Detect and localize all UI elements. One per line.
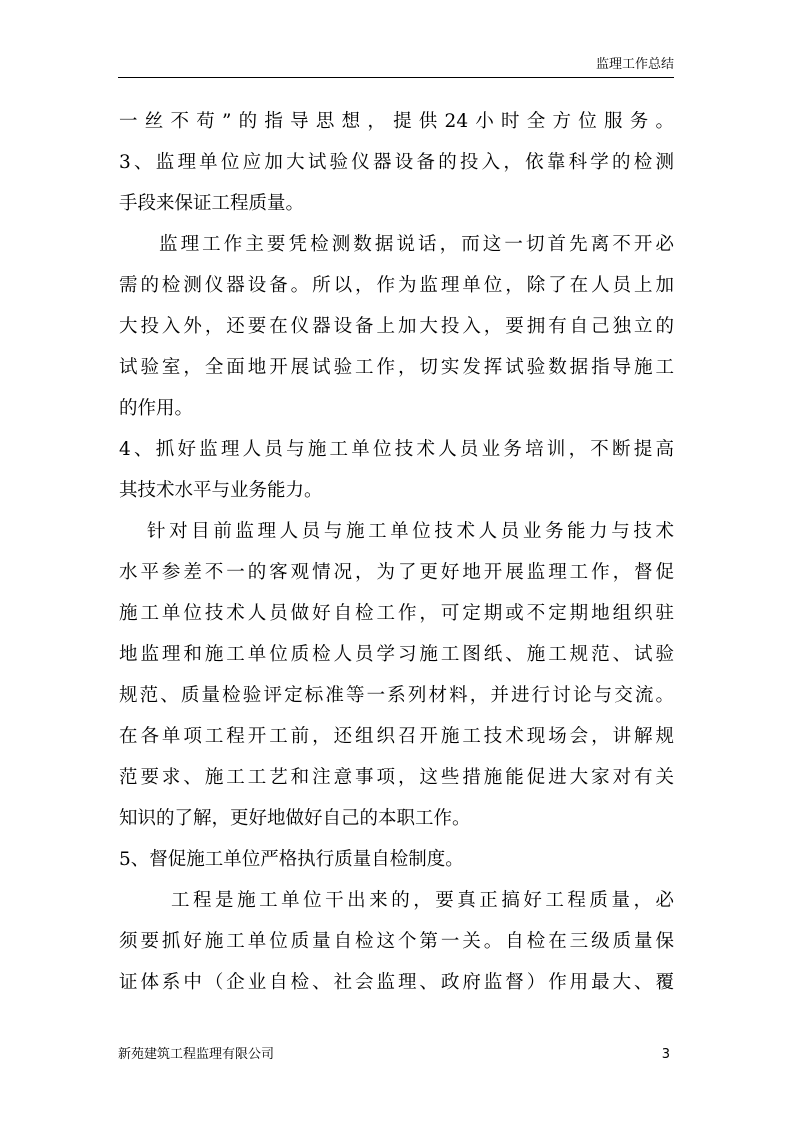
body-line: 一丝不苟”的指导思想，提供24小时全方位服务。 <box>119 111 674 132</box>
body-line: 须要抓好施工单位质量自检这个第一关。自检在三级质量保 <box>119 931 674 952</box>
document-body <box>119 101 674 1003</box>
list-item-3: 3、监理单位应加大试验仪器设备的投入，依靠科学的检测 <box>119 152 674 173</box>
paragraph-start: 监理工作主要凭检测数据说话，而这一切首先离不开必 <box>159 234 674 255</box>
body-line: 证体系中（企业自检、社会监理、政府监督）作用最大、覆 <box>119 972 674 993</box>
body-line: 知识的了解，更好地做好自己的本职工作。 <box>119 808 471 829</box>
body-line: 手段来保证工程质量。 <box>119 193 305 214</box>
body-line: 施工单位技术人员做好自检工作，可定期或不定期地组织驻 <box>119 603 674 624</box>
body-line: 在各单项工程开工前，还组织召开施工技术现场会，讲解规 <box>119 726 674 747</box>
footer-company-name: 新苑建筑工程监理有限公司 <box>118 1047 275 1062</box>
page-footer <box>118 1047 674 1067</box>
body-line: 的作用。 <box>119 398 194 419</box>
page-number: 3 <box>661 1047 670 1062</box>
body-line: 地监理和施工单位质检人员学习施工图纸、施工规范、试验 <box>119 644 674 665</box>
body-line: 其技术水平与业务能力。 <box>119 480 323 501</box>
body-line: 水平参差不一的客观情况，为了更好地开展监理工作，督促 <box>119 562 674 583</box>
paragraph-start: 针对目前监理人员与施工单位技术人员业务能力与技术 <box>147 521 674 542</box>
body-line: 范要求、施工工艺和注意事项，这些措施能促进大家对有关 <box>119 767 674 788</box>
header-title: 监理工作总结 <box>595 57 674 72</box>
body-line: 大投入外，还要在仪器设备上加大投入，要拥有自己独立的 <box>119 316 674 337</box>
paragraph-start: 工程是施工单位干出来的，要真正搞好工程质量，必 <box>171 890 674 911</box>
body-line: 规范、质量检验评定标准等一系列材料，并进行讨论与交流。 <box>119 685 674 706</box>
list-item-4: 4、抓好监理人员与施工单位技术人员业务培训，不断提高 <box>119 439 674 460</box>
body-line: 需的检测仪器设备。所以，作为监理单位，除了在人员上加 <box>119 275 674 296</box>
body-line: 试验室，全面地开展试验工作，切实发挥试验数据指导施工 <box>119 357 674 378</box>
page-header <box>118 57 674 78</box>
list-item-5: 5、督促施工单位严格执行质量自检制度。 <box>119 849 464 870</box>
